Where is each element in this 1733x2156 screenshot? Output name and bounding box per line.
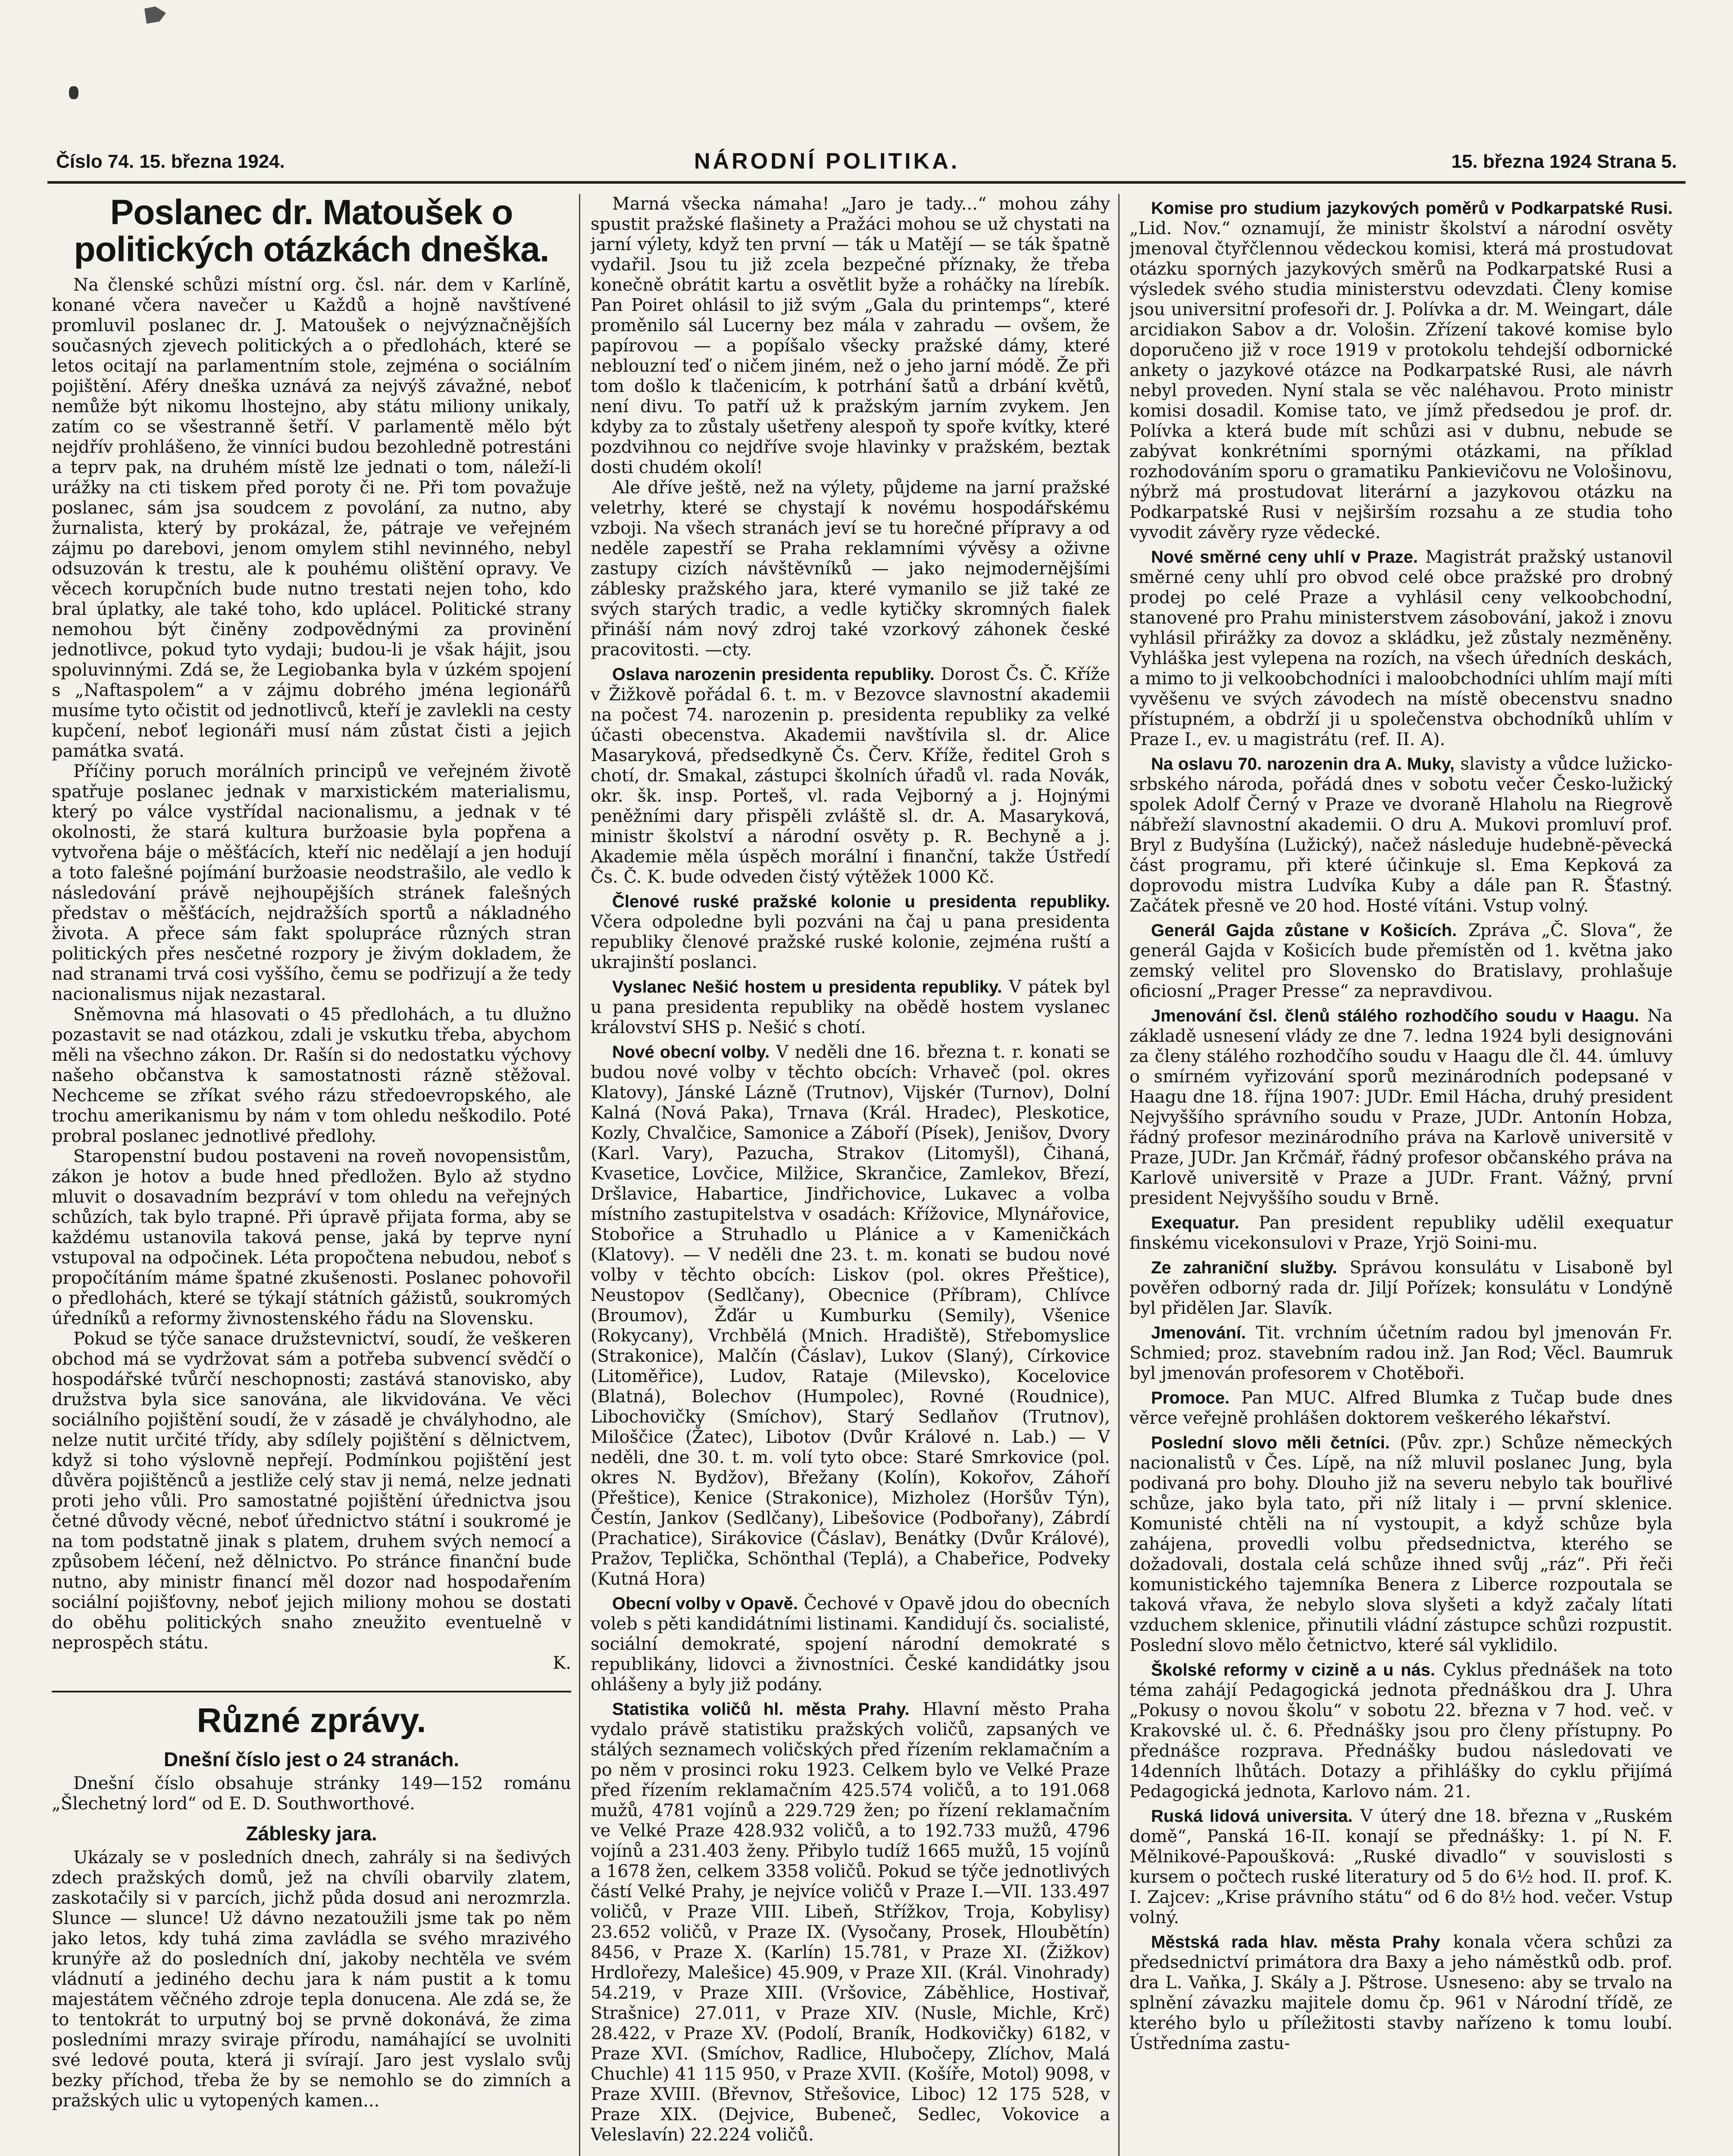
news-text: Hlavní město Praha vydalo právě statistiku pražských voličů, zapsaných ve stálých seznamech voličských před řízením reklamačním a po něm v prosinci roku 1923. Celkem bylo ve Velké Praze před řízením reklamačním 425.574 voličů, a to 191.068 mužů, 4781 vojínů a 229.729 žen; po řízení reklamačním ve Velké Praze 428.932 voličů, a to 192.733 mužů, 4796 vojínů a 231.403 ženy. Přibylo tudíž 1665 mužů, 15 vojínů a 1678 žen, celkem 3358 voličů. Pokud se týče jednotlivých částí Velké Prahy, je nejvíce voličů v Praze I.—VII. 133.497 voličů, v Praze VIII. Libeň, Střížkov, Troja, Kobylisy) 23.652 voličů, v Praze IX. (Vysočany, Prosek, Hloubětín) 8456, v Praze X. (Karlín) 15.781, v Praze XI. (Žižkov) Hrdlořezy, Malešice) 45.909, v Praze XII. (Král. Vinohrady) 54.219, v Praze XIII. (Vršovice, Záběhlice, Hostivař, Strašnice) 27.011, v Praze XIV. (Nusle, Michle, Krč) 28.422, v Praze XV. (Podolí, Braník, Hodkovičky) 6182, v Praze XVI. (Smíchov, Radlice, Hlubočepy, Zlíchov, Malá Chuchle) 41 115 950, v Praze XVII. (Košíře, Motol) 9098, v Praze XVIII. (Břevnov, Střešovice, Liboc) 12 175 528, v Praze XIX. (Dejvice, Bubeneč, Sedlec, Vokovice a Veleslavín) 22.224 voličů. [591,1699,1110,2145]
running-head [47,142,1686,184]
article-paragraph: Příčiny poruch morálních principů ve veřejném životě spatřuje poslanec jednak v marxistickém materialismu, který po válce vystřídal nacionalismu, a jednak v té okolnosti, že stará kultura buržoasie byla popřena a vytvořena báje o měšťácích, kteří nic nedělají a jen hodují a toto falešné pojímání buržoasie neodstrašilo, ale vedlo k následování právě nejhoupějších stránek falešných představ o měšťácích, nejdražších sportů a nákladného života. A přece sám fakt spolupráce různých stran politických přes nesčetné rozpory je živým dokladem, že nad stranami trvá cosi vyššího, čemu se podřizují a že tedy nacionalismus nijak nezastaral. [52,761,571,1004]
news-text: konala včera schůzi za předsednictví primátora dra Baxy a jeho náměstků odb. prof. dra L. Vaňka, J. Skály a J. Pštrose. Usneseno: aby se trvalo na splnění závazku majitele domu čp. 961 v Národní třídě, ze kterého bylo u příležitosti stavby nařízeno k tomu loubí. Ústředníma zastu- [1129,1932,1673,2053]
article-paragraph: Ale dříve ještě, než na výlety, půjdeme na jarní pražské veletrhy, které se chystají k novému hospodářskému vzboji. Na všech stranách jeví se tu horečné přípravy a od neděle zapestří se Praha reklamními vývěsy a oživne zastupy cizích návštěvníků — jako nejmodernějšími záblesky pražského jara, které vymanilo se již také ze svých starých tradic, a vedle kytičky skromných fialek přináší nám nový zdroj také vzorkový záhonek české pracovitosti. —cty. [591,478,1110,660]
news-heading: Jmenování čsl. členů stálého rozhodčího soudu v Haagu. [1151,1006,1639,1025]
news-heading: Statistika voličů hl. města Prahy. [612,1700,910,1719]
news-text: Správou konsulátu v Lisaboně byl pověřen odborný rada dr. Jiljí Pořízek; konsulátu v Londýně byl přidělen Jar. Slavík. [1129,1258,1673,1318]
news-text: (Pův. zpr.) Schůze německých nacionalistů v Čes. Lípě, na níž mluvil poslanec Jung, byla podivaná pro bohy. Dlouho již na severu nebylo tak bouřlivé schůze, jako byla tato, při níž litaly i — první sklenice. Komunisté chtěli na ní vystoupit, a když schůze byla zahájena, provedli volbu předsednictva, kterého se dožadovali, dostala celá schůze ihned svůj „ráz“. Při řeči komunistického tajemníka Benera z Liberce rozpoutala se taková vřava, že nebylo slova slyšeti a když začaly lítati vzduchem sklenice, přinutili vládní zástupce schůzi rozpustit. Poslední slovo mělo četnictvo, které sál vyklidilo. [1129,1433,1673,1655]
news-text: Čechové v Opavě jdou do obecních voleb s pěti kandidátními listinami. Kandidují čs. socialisté, sociální demokraté, spojení národní demokraté s republikány, lidovci a živnostníci. České kandidátky jsou ohlášeny a byly již podány. [591,1594,1110,1695]
news-item [1129,1932,1673,2054]
news-heading: Školské reformy v cizině a u nás. [1151,1661,1436,1680]
newspaper-page [47,26,1686,2156]
news-heading: Záblesky jara. [246,1822,377,1845]
news-item [1129,1388,1673,1429]
article-title: Poslanec dr. Matoušek o politických otázkách dneška. [74,194,549,269]
news-heading: Městská rada hlav. města Prahy [1151,1933,1440,1952]
article-paragraph: Marná všecka námaha! „Jaro je tady...“ mohou záhy spustit pražské flašinety a Pražáci mohou se už chystati na jarní výlety, když ten první — ták u Matějí — se ták špatně vydařil. Jsou tu již zcela bezpečné příznaky, že třeba konečně obrátit kartu a osvětlit byže a roháčky na lírebík. Pan Poiret ohlásil to již svým „Gala du printemps“, které proměnilo sál Lucerny bez mála v zahradu — ovšem, že papírovou — a popíšalo všecky pražské dámy, které neblouzní teď o ničem jiném, než o jeho jarní módě. Že při tom došlo k tlačenicím, k potrhání šatů a drbání květů, není divu. To patří už k pražským jarním zvykem. Jen kdyby za to zůstaly ušetřeny alespoň ty spoře kvítky, které pozdvihnou co nejdříve svoje hlavinky v pražském, beztak dosti chudém okolí! [591,194,1110,477]
column-2 [591,194,1110,2156]
section-title: Různé zprávy. [52,1691,571,1740]
news-item [591,892,1110,973]
issue-date: Číslo 74. 15. března 1924. [56,151,285,172]
news-heading: Nové směrné ceny uhlí v Praze. [1151,548,1418,567]
news-item [1129,1258,1673,1319]
news-text: Magistrát pražský ustanovil směrné ceny uhlí pro obvod celé obce pražské pro drobný prodej po celé Praze a vyhlásil ceny velkoobchodní, stanovené pro Prahu ministerstvem zásobování, jakož i znovu vyhlásil přirážky za dovoz a skládku, jež zůstaly nezměněny. Vyhláška jest vylepena na rozích, na všech úředních deskách, a mimo to ji velkoobchodníci i maloobchodníci uhlím mají míti vyvěšenu ve svých závodech na místě obecenstvu snadno přístupném, a obdrží ji u společenstva obchodníků uhlím v Praze I., ev. u magistrátu (ref. II. A). [1129,547,1673,749]
news-item [1129,1806,1673,1928]
news-item [1129,198,1673,543]
news-text: Pan president republiky udělil exequatur finskému vicekonsulovi v Praze, Yrjö Soini-mu. [1129,1213,1673,1253]
news-item [591,1699,1110,2145]
news-heading: Členové ruské pražské kolonie u presidenta republiky. [612,892,1110,911]
news-item [591,1594,1110,1695]
news-text: „Lid. Nov.“ oznamují, že ministr školství a národní osvěty jmenoval čtyřčlennou vědeckou komisi, která má prostudovat otázku sporných jazykových směrů na Podkarpatské Rusi a výsledek svého studia ministerstvu odevzdati. Členy komise jsou universitní profesoři dr. J. Polívka a dr. M. Weingart, dále arcidiakon Sabov a dr. Vološin. Zřízení takové komise bylo doporučeno již v roce 1919 v protokolu tehdejší odbornické ankety o jazykové otázce na Podkarpatské Rusi, ale návrh nebyl proveden. Nyní stala se věc naléhavou. Proto ministr komisi dosadil. Komise tato, ve jímž předsedou je prof. dr. Polívka a která bude mít schůzi asi v dubnu, nebude se zabývat konkrétními spornými otázkami, na příklad rozhodováním sporu o gramatiku Pankievičovu ne Vološinovu, nýbrž má prostudovat literární a jazykovou otázku na Podkarpatské Rusi v nejširším rozsahu a ze studia toho vyvodit závěry ryze vědecké. [1129,219,1673,542]
news-item [1129,547,1673,750]
article-paragraph: Pokud se týče sanace družstevnictví, soudí, že veškeren obchod má se vydržovat sám a potřeba subvencí svědčí o hospodářské tvůrčí neschopnosti; zastává stanovisko, aby družstva byla sice sanována, ale likvidována. Ve věci sociálního pojištění soudí, že v zásadě je chvályhodno, ale nelze nutit určité třídy, aby sdílely pojištění s dělnictvem, když si toho výslovně nepřejí. Podmínkou pojištění jest důvěra pojištěnců a jestliže celý stav ji nemá, nelze jednati proti jeho vůli. Pro samostatné pojištění úřednictva jsou četné důvody věcné, neboť úřednictvo státní i soukromé je na tom podstatně jinak s platem, druhem svých nemocí a způsobem léčení, než dělnictvo. Po stránce finanční bude nutno, aby ministr financí měl dozor nad hospodařením sociální pojišťovny, neboť jejich miliony mohou se dostati do oběhu politických snaho zneužito eventuelně v neprospěch státu. [52,1329,571,1653]
page-label: 15. března 1924 Strana 5. [1451,151,1677,172]
news-item [591,977,1110,1038]
news-item [1129,1213,1673,1253]
news-text: slavisty a vůdce lužicko-srbského národa, pořádá dnes v sobotu večer Česko-lužický spolek Adolf Černý v Praze ve dvoraně Hlaholu na Riegrově nábřeží slavnostní akademii. O dru A. Mukovi promluví prof. Bryl z Budyšína (Lužický), načež následuje hudebně-pěvecká část programu, při které účinkuje sl. Ema Kepková za doprovodu mistra Ludvíka Kuby a dále pan R. Šťastný. Začátek přesně ve 20 hod. Hosté vítáni. Vstup volný. [1129,754,1673,916]
column-1 [52,194,571,2156]
article-paragraph: Na členské schůzi místní org. čsl. nár. dem v Karlíně, konané včera navečer u Každů a hojně navštívené promluvil poslanec dr. J. Matoušek o nejvýznačnějších současných zjevech politických a o předlohách, které se letos ocitají na parlamentním stole, zejména o sociálním pojištění. Aféry dneška uznává za nejvýš závažné, neboť nemůže být nikomu lhostejno, aby státu miliony unikaly, zatím co se všestranně šetří. V parlamentě mělo být nejdřív prohlášeno, že vinníci budou bezohledně potrestáni a teprv pak, na druhém místě lze jednati o tom, náleží-li urážky na cti tiskem před poroty či ne. Při tom považuje poslanec, sám jsa soudcem z povolání, za nutno, aby žurnalista, který by prokázal, že, pátraje ve veřejném zájmu po darebovi, jenom omylem stihl nevinného, nebyl odsuzován k trestu, ale k pouhému olištění opravy. Ve věcech korupčních bude nutno trestati nejen toho, kdo bral úplatky, ale také toho, kdo uplácel. Politické strany nemohou být činěny zodpovědnými za provinění jednotlivce, pokud tyto vydaji; budou-li je však hájit, jsou spoluvinnými. Zdá se, že Legiobanka byla v úzkém spojení s „Naftaspolem“ a v zájmu dobrého jména legionářů musíme tyto očistit od jednotlivců, kteří je zavlekli na cesty kupčení, neboť legionáři musí nám zůstat čisti a jejich památka svatá. [52,275,571,761]
news-item [591,1042,1110,1589]
news-text: Zpráva „Č. Slova“, že generál Gajda v Košicích bude přemístěn od 1. května jako zemský velitel pro Slovensko do Bratislavy, prohlašuje oficiosní „Prager Presse“ za nepravdivou. [1129,921,1673,1001]
news-heading: Generál Gajda zůstane v Košicích. [1151,921,1457,940]
news-heading: Vyslanec Nešić hostem u presidenta republiky. [612,978,1002,997]
news-item [1129,754,1673,916]
news-heading: Dnešní číslo jest o 24 stranách. [163,1748,460,1771]
news-text: Pan MUC. Alfred Blumka z Tučap bude dnes věrce veřejně prohlášen doktorem veškerého lékařství. [1129,1388,1673,1428]
column-divider [579,194,580,2156]
news-text: V neděli dne 16. března t. r. konati se budou nové volby v těchto obcích: Vrhaveč (pol. okres Klatovy), Jánské Lázně (Trutnov), Vijskér (Turnov), Dolní Kalná (Nová Paka), Trnava (Král. Hradec), Pleskotice, Kozly, Chvalčice, Samonice a Záboří (Písek), Jenišov, Dvory (Karl. Vary), Pazucha, Strakov (Litomyšl), Čihaná, Kvasetice, Lovčice, Milžice, Skrančice, Zamlekov, Březí, Dršlavice, Habartice, Jindřichovice, Lukavec a volba místního zastupitelstva v osadách: Křížovice, Mlynářovice, Stobořice a Struhadlo u Plánice a v Kameničkách (Klatovy). — V neděli dne 23. t. m. konati se budou nové volby v těchto obcích: Liskov (pol. okres Přeštice), Neustopov (Sedlčany), Obecnice (Příbram), Chlívce (Broumov), Žďár u Kumburku (Semily), Všenice (Rokycany), Vrchbělá (Mnich. Hradiště), Střebomyslice (Strakonice), Malčín (Čáslav), Lukov (Slaný), Církovice (Litoměřice), Ludov, Rataje (Milevsko), Kocelovice (Blatná), Bolechov (Humpolec), Rovné (Roudnice), Libochovičky (Smíchov), Starý Sedlaňov (Trutnov), Miloščice (Žatec), Libotov (Dvůr Králové n. Lab.) — V neděli, dne 30. t. m. volí tyto obce: Staré Smrkovice (pol. okres N. Bydžov), Břežany (Kolín), Kokořov, Záhoří (Přeštice), Kenice (Strakonice), Mizholez (Horšův Týn), Čestín, Jankov (Sedlčany), Libešovice (Podbořany), Zábrdí (Prachatice), Sirákovice (Čáslav), Benátky (Dvůr Králové), Pražov, Teplička, Schönthal (Teplá), a Chabeřice, Podveky (Kutná Hora) [591,1042,1110,1589]
news-item [1129,1433,1673,1656]
news-text: V úterý dne 18. března v „Ruském domě“, Panská 16-II. konají se přednášky: 1. pí N. F. Mělnikové-Papoušková: „Ruské divadlo“ v souvislosti s kursem o počtech ruské literatury od 5 do 6½ hod. II. prof. K. I. Zajcev: „Krise právního státu“ od 6 do 8½ hod. večer. Vstup volný. [1129,1806,1673,1927]
news-heading: Obecní volby v Opavě. [612,1594,798,1613]
column-divider [1118,194,1120,2156]
news-text: Dorost Čs. Č. Kříže v Žižkově pořádal 6. t. m. v Bezovce slavnostní akademii na počest 74. narozenin p. presidenta republiky za velké účasti obecenstva. Akademii navštívila sl. dr. Alice Masaryková, předsedkyně Čs. Červ. Kříže, ředitel Groh s chotí, dr. Smakal, zástupci školních úřadů vl. rada Novák, okr. šk. insp. Porteš, vl. rada Vejborný a j. Hojnými peněžními dary přispěli zvláště sl. dr. A. Masaryková, ministr školství a národní osvěty p. R. Bechyně a j. Akademie měla úspěch morální i finanční, takže Ústředí Čs. Č. K. bude odveden čistý výtěžek 1000 Kč. [591,664,1110,887]
news-item [1129,1323,1673,1384]
news-heading: Oslava narozenin presidenta republiky. [612,665,935,684]
news-heading: Na oslavu 70. narozenin dra A. Muky, [1151,755,1455,774]
news-text: Dnešní číslo obsahuje stránky 149—152 románu „Šlechetný lord“ od E. D. Southworthové. [52,1774,571,1814]
newspaper-title: NÁRODNÍ POLITIKA. [694,149,960,174]
news-heading: Jmenování. [1151,1323,1246,1342]
news-item [1129,1660,1673,1802]
news-text: Včera odpoledne byli pozváni na čaj u pana presidenta republiky členové pražské ruské kolonie, zejména ruští a ukrajinští poslanci. [591,912,1110,972]
news-heading: Poslední slovo měli četníci. [1151,1433,1390,1452]
article-signature: K. [553,1653,571,1673]
news-heading: Promoce. [1151,1388,1230,1407]
article-paragraph: Sněmovna má hlasovati o 45 předlohách, a tu dlužno pozastavit se nad otázkou, zdali je vskutku třeba, abychom měli na všechno zákon. Dr. Rašín si do nedostatku výchovy našeho občanstva k samostatnosti rázně stěžoval. Nechceme se zříkat svého rázu středoevropského, ale trochu amerikanismu by nám v tom ohledu neškodilo. Poté probral poslanec jednotlivé předlohy. [52,1005,571,1146]
news-item [1129,1006,1673,1209]
news-text: Ukázaly se v posledních dnech, zahrály si na šedivých zdech pražských domů, jež na chvíli obarvily zlatem, zaskotačily si v parcích, jichž půda dosud ani nerozmrzla. Slunce — slunce! Už dávno nezatoužili jsme tak po něm jako letos, kdy tuhá zima zavládla se svého mrazivého krunýře až do posledních dní, jakoby nechtěla ve svém vládnutí a jediného dechu jara k nám pustit a k tomu majestátem věčného zdroje tepla donucena. Ale zdá se, že to tentokrát to urputný boj se prvně dokonává, že zima posledními mrazy sviraje přírodu, namáhající se uvolniti své ledové pouta, která ji svírají. Jaro jest vyslalo svůj bezky příchod, třeba že by se nemohlo se do zimních a pražských ulic u vytopených kamen... [52,1848,571,2111]
column-3 [1129,194,1673,2156]
news-heading: Ruská lidová universita. [1151,1807,1353,1826]
news-item [591,664,1110,887]
news-item [1129,921,1673,1002]
news-text: Na základě usnesení vlády ze dne 7. ledna 1924 byli designováni za členy stálého rozhodčího soudu v Haagu dle čl. 44. úmluvy o smírném vyřizování sporů mezinárodních podepsané v Haagu dne 18. října 1907: JUDr. Emil Hácha, druhý president Nejvyššího správního soudu v Praze, JUDr. Antonín Hobza, řádný profesor mezinárodního práva na Karlově universitě v Praze, JUDr. Jan Krčmář, řádný profesor občanského práva na Karlově universitě v Praze a JUDr. Frant. Vážný, první president Nejvyššího soudu v Brně. [1129,1006,1673,1208]
news-heading: Ze zahraniční služby. [1151,1258,1337,1277]
news-heading: Komise pro studium jazykových poměrů v Podkarpatské Rusi. [1151,199,1673,218]
news-heading: Nové obecní volby. [612,1043,770,1062]
news-text: Tit. vrchním účetním radou byl jmenován Fr. Schmied; proz. stavebním radou inž. Jan Rod; Věcl. Baumruk byl jmenován profesorem v Chotěboři. [1129,1323,1673,1383]
article-paragraph: Staropenstní budou postaveni na roveň novopensistům, zákon je hotov a bude hned předložen. Bylo až stydno mluvit o dosavadním bezpráví v tom ohledu na veřejných schůzích, tak bylo trapné. Při úpravě přijata forma, aby se každému ustanovila taková pense, jaká by teprve nyní vstupoval na odpočinek. Léta propočtena nebudou, neboť s propočítáním máme špatné zkušenosti. Poslanec pohovořil o předlohách, které se týkají státních gážistů, soukromých úředníků a reformy živnostenského řádu na Slovensku. [52,1147,571,1329]
news-heading: Exequatur. [1151,1213,1239,1232]
news-text: Cyklus přednášek na toto téma zahájí Pedagogická jednota přednáškou dra J. Uhra „Pokusy o novou školu“ v sobotu 22. března v 7 hod. več. v Krakovské ul. č. 6. Přednášky jsou pro členy přístupny. Po přednášce rozprava. Přednášky budou následovati ve 14denních lhůtách. Dotazy a přihlášky do cyklu přijímá Pedagogická jednota, Karlovo nám. 21. [1129,1660,1673,1802]
news-text: V pátek byl u pana presidenta republiky na obědě hostem vyslanec království SHS p. Nešić s chotí. [591,977,1110,1037]
